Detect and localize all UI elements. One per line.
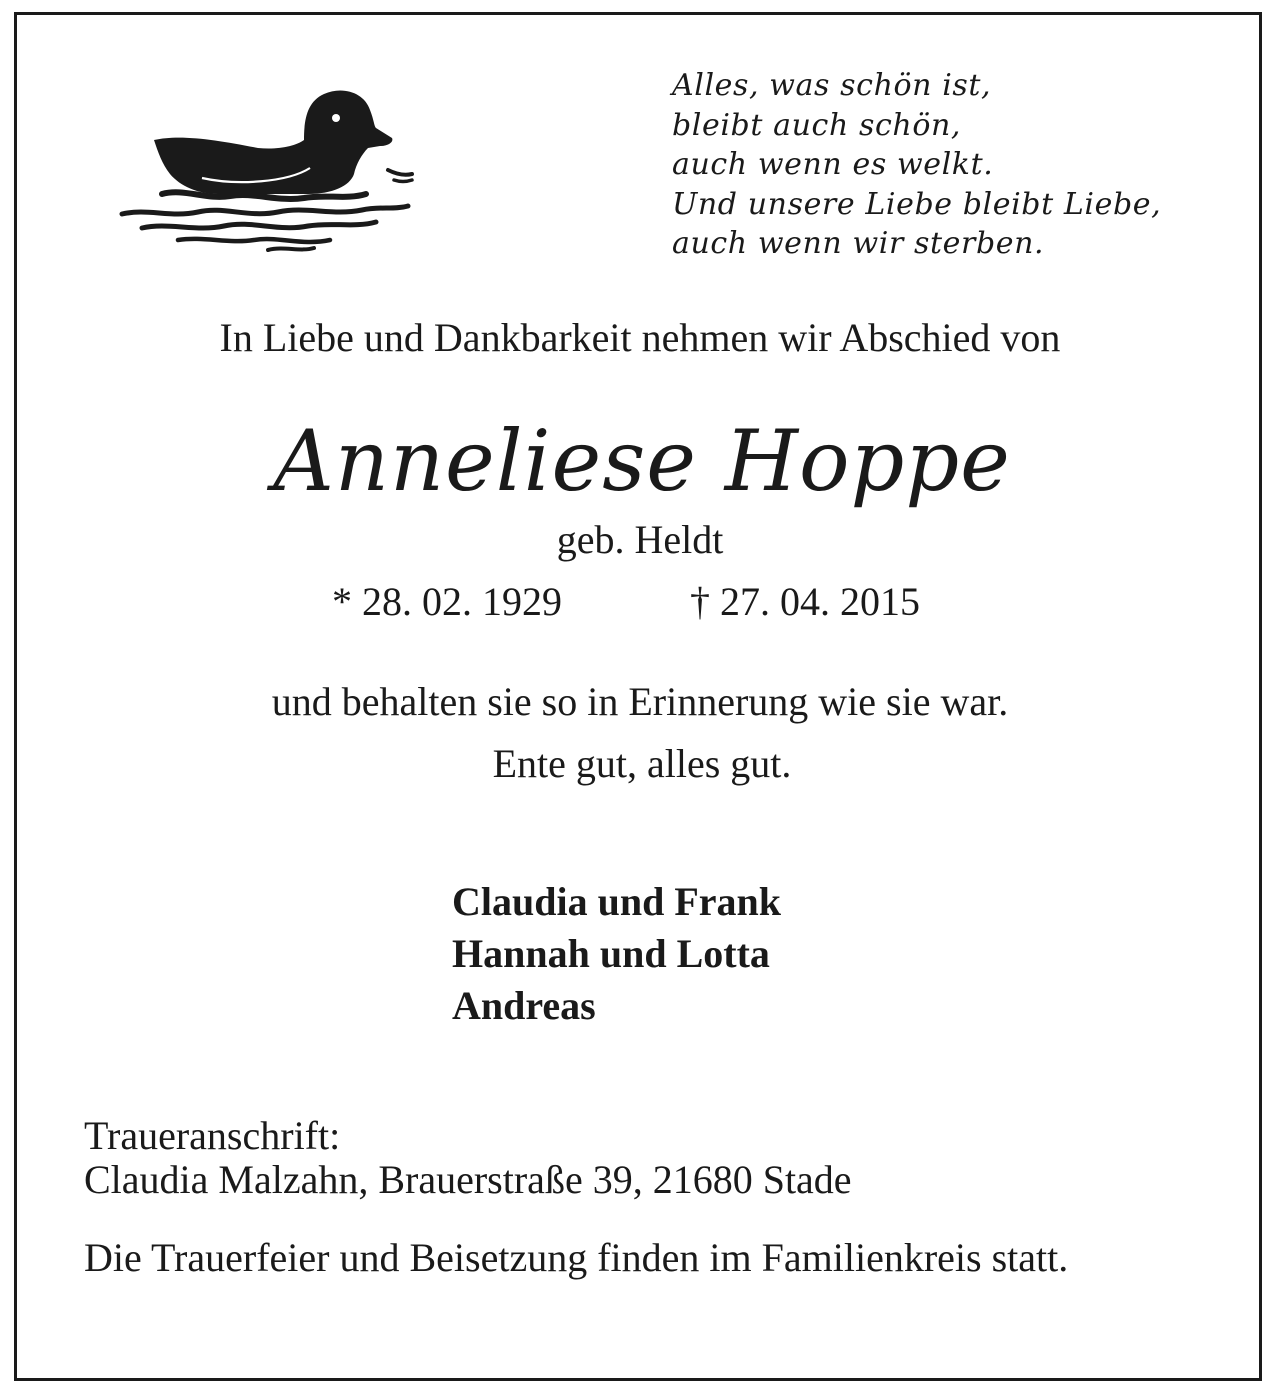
mourner-name: Andreas bbox=[452, 983, 596, 1028]
deceased-name: Anneliese Hoppe bbox=[273, 412, 1011, 510]
address-line: Claudia Malzahn, Brauerstraße 39, 21680 Stade bbox=[84, 1157, 852, 1202]
ceremony-note: Die Trauerfeier und Beisetzung finden im Familienkreis statt. bbox=[84, 1235, 1069, 1280]
poem-line: Alles, was schön ist, bbox=[672, 68, 992, 103]
duck-on-water-icon bbox=[118, 82, 418, 262]
remembrance-line: und behalten sie so in Erinnerung wie sie war. bbox=[271, 679, 1009, 724]
birth-date: * 28. 02. 1929 bbox=[332, 579, 562, 624]
poem-line: auch wenn es welkt. bbox=[672, 147, 994, 182]
death-date: † 27. 04. 2015 bbox=[690, 579, 920, 624]
mourner-name: Hannah und Lotta bbox=[452, 931, 770, 976]
poem-line: auch wenn wir sterben. bbox=[672, 226, 1045, 261]
mourners-list bbox=[452, 876, 781, 1032]
poem-line: Und unsere Liebe bleibt Liebe, bbox=[672, 186, 1162, 222]
poem-line: bleibt auch schön, bbox=[672, 107, 962, 143]
mourning-address bbox=[84, 1114, 852, 1202]
address-label: Traueranschrift: bbox=[84, 1113, 341, 1158]
motto-line: Ente gut, alles gut. bbox=[492, 741, 792, 786]
poem bbox=[672, 66, 1232, 264]
farewell-intro: In Liebe und Dankbarkeit nehmen wir Abschied von bbox=[219, 315, 1061, 360]
maiden-name: geb. Heldt bbox=[556, 517, 724, 562]
mourner-name: Claudia und Frank bbox=[452, 879, 782, 924]
